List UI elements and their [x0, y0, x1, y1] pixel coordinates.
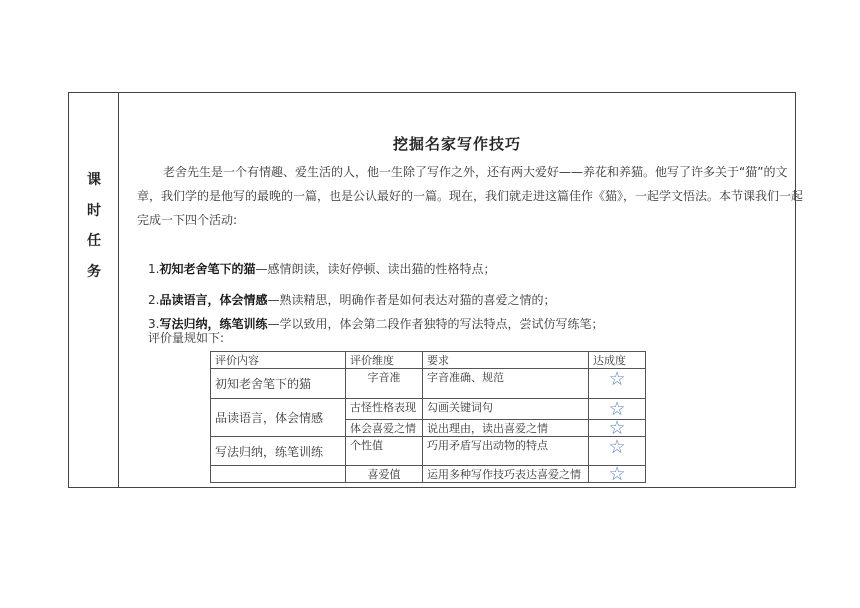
header-cell: 要求 — [423, 352, 589, 369]
table-row — [211, 369, 646, 399]
activity-item — [148, 260, 495, 277]
table-row — [211, 399, 646, 420]
activity-title: 写法归纳，练笔训练 — [159, 317, 268, 331]
dimension-cell: 字音准 — [346, 369, 423, 399]
label-char: 任 — [87, 233, 101, 249]
table-row — [211, 437, 646, 466]
rating-cell[interactable] — [589, 437, 646, 466]
section-title: 挖掘名家写作技巧 — [392, 135, 521, 153]
header-cell: 评价维度 — [346, 352, 423, 369]
activity-desc: —学以致用，体会第二段作者独特的写法特点，尝试仿写练笔； — [267, 317, 604, 331]
activity-title: 初知老舍笔下的猫 — [159, 262, 256, 276]
dimension-cell: 个性值 — [346, 437, 423, 466]
left-label-column — [69, 93, 119, 487]
label-char: 务 — [87, 264, 101, 280]
star-icon[interactable]: ☆ — [608, 436, 626, 458]
label-char: 课 — [87, 172, 101, 188]
content-cell: 写法归纳，练笔训练 — [211, 437, 346, 466]
requirement-cell: 巧用矛盾写出动物的特点 — [423, 437, 589, 466]
dimension-cell: 体会喜爱之情 — [346, 420, 423, 437]
dimension-cell: 喜爱值 — [346, 466, 423, 483]
requirement-cell: 运用多种写作技巧表达喜爱之情 — [423, 466, 589, 483]
criteria-label: 评价量规如下: — [148, 331, 225, 345]
activity-number: 2. — [148, 293, 160, 307]
rubric-table — [210, 351, 646, 483]
activity-desc: —熟读精思，明确作者是如何表达对猫的喜爱之情的； — [267, 293, 556, 307]
content-cell: 品读语言，体会情感 — [211, 399, 346, 437]
label-char: 时 — [87, 203, 101, 219]
content-cell: 初知老舍笔下的猫 — [211, 369, 346, 399]
rating-cell[interactable] — [589, 399, 646, 420]
star-icon[interactable]: ☆ — [608, 419, 626, 437]
table-row — [211, 466, 646, 483]
activity-number: 3. — [148, 317, 160, 331]
requirement-cell: 字音准确、规范 — [423, 369, 589, 399]
intro-paragraph: 老舍先生是一个有情趣、爱生活的人，他一生除了写作之外，还有两大爱好——养花和养猫。他写了许多关于“猫”的文章，我们学的是他写的最晚的一篇，也是公认最好的一篇。现在，我们就走进这篇佳作《猫》，一起学文悟法。本节课我们一起完成一下四个活动: — [137, 165, 804, 227]
dimension-cell: 古怪性格表现 — [346, 399, 423, 420]
star-icon[interactable]: ☆ — [608, 465, 626, 483]
star-icon[interactable]: ☆ — [608, 398, 626, 420]
task-table — [68, 92, 804, 488]
rating-cell[interactable] — [589, 420, 646, 437]
header-cell: 评价内容 — [211, 352, 346, 369]
requirement-cell: 勾画关键词句 — [423, 399, 589, 420]
activity-item — [148, 291, 555, 308]
activity-desc: —感情朗读，读好停顿、读出猫的性格特点； — [255, 262, 496, 276]
content-cell — [211, 466, 346, 483]
activity-title: 品读语言，体会情感 — [159, 293, 268, 307]
requirement-cell: 说出理由，读出喜爱之情 — [423, 420, 589, 437]
rubric-header-row — [211, 352, 646, 369]
content-cell — [119, 93, 804, 487]
rating-cell[interactable] — [589, 369, 646, 399]
activity-number: 1. — [148, 262, 160, 276]
rating-cell[interactable] — [589, 466, 646, 483]
star-icon[interactable]: ☆ — [608, 368, 626, 390]
header-cell: 达成度 — [589, 352, 646, 369]
